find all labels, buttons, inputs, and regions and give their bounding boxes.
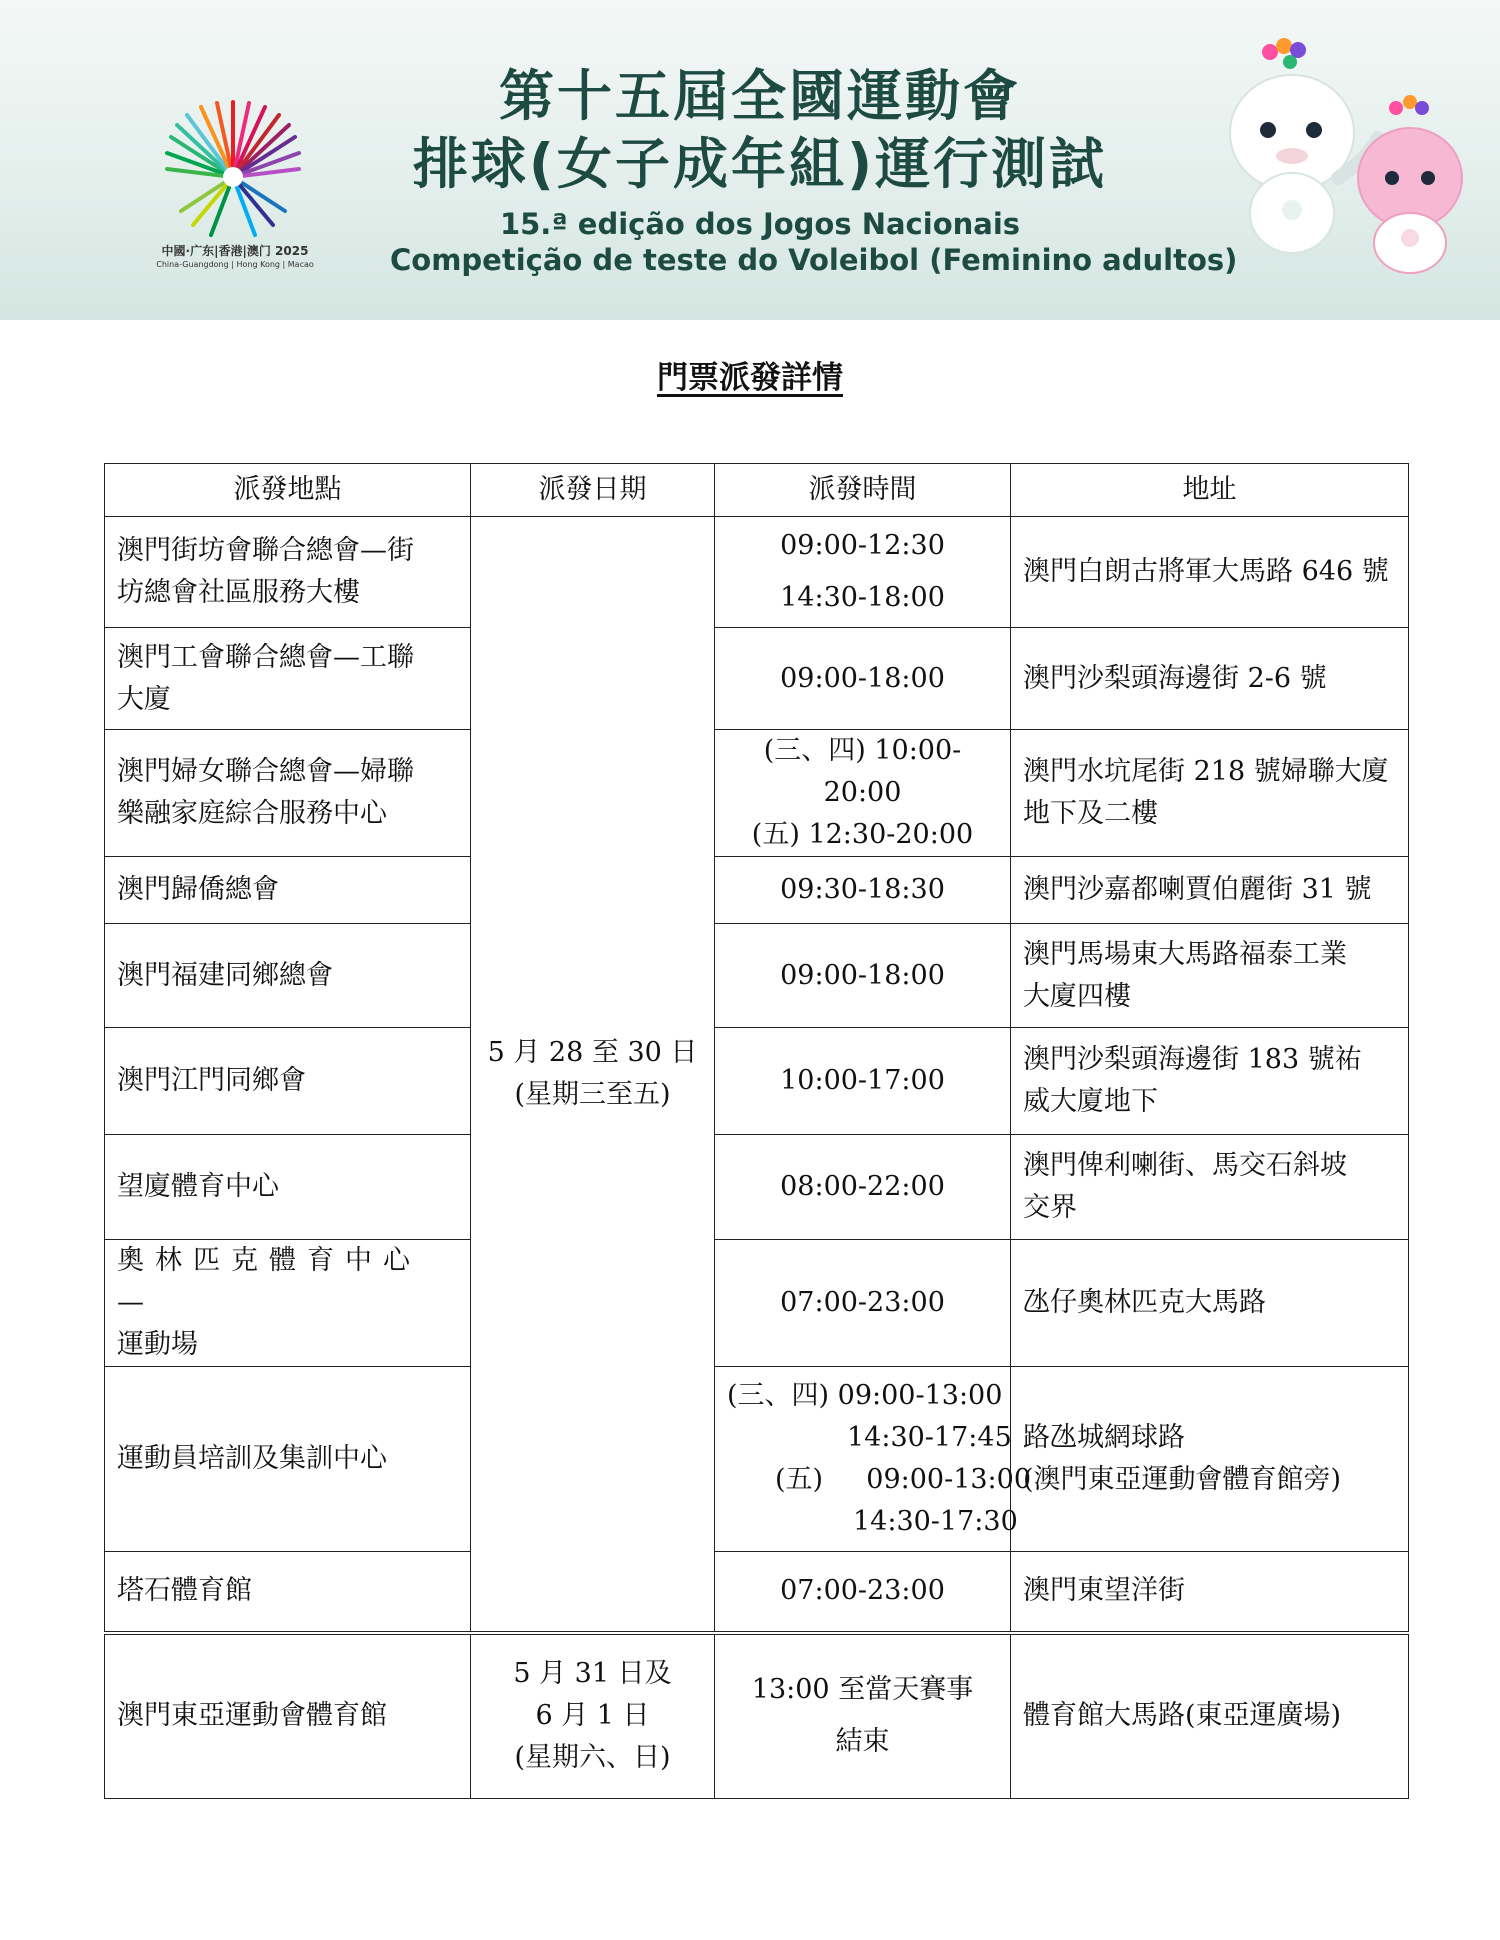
venue-cell <box>105 1240 471 1367</box>
header-time: 派發時間 <box>715 464 1011 517</box>
venue-text: 運動場 <box>117 1329 198 1360</box>
address-text: 交界 <box>1023 1192 1077 1223</box>
event-banner <box>0 0 1500 320</box>
table-row <box>105 924 1409 1028</box>
address-cell <box>1011 1240 1409 1367</box>
header-address: 地址 <box>1011 464 1409 517</box>
page-title: 門票派發詳情 <box>657 360 843 396</box>
banner-title <box>390 62 1238 278</box>
venue-text: 奧林匹克體育中心— <box>117 1245 421 1318</box>
table-row <box>105 517 1409 628</box>
time-text: (三、四) 10:00-20:00 <box>763 735 962 808</box>
venue-text: 塔石體育館 <box>117 1575 252 1607</box>
time-cell <box>715 1135 1011 1240</box>
venue-text: 澳門福建同鄉總會 <box>117 959 333 991</box>
date-text: 6 月 1 日 <box>535 1700 650 1732</box>
time-cell <box>715 730 1011 857</box>
address-text: 路氹城網球路 <box>1023 1422 1185 1453</box>
venue-text: 大廈 <box>117 683 171 715</box>
table-header-row <box>105 464 1409 517</box>
address-text: 澳門沙嘉都喇賈伯麗街 31 號 <box>1023 874 1372 905</box>
address-text: 大廈四樓 <box>1023 980 1131 1012</box>
logo-caption-line2: China-Guangdong | Hong Kong | Macao <box>156 260 314 269</box>
time-row <box>727 1459 1032 1501</box>
venue-cell <box>105 1552 471 1633</box>
games-logo-icon <box>148 82 318 252</box>
time-cell <box>715 1367 1032 1552</box>
time-text: 14:30-18:00 <box>780 582 945 613</box>
date-cell <box>471 517 715 1633</box>
table-row <box>105 1240 1409 1367</box>
venue-text: 澳門東亞運動會體育館 <box>117 1700 387 1732</box>
address-text: 澳門俾利喇街、馬交石斜坡 <box>1023 1150 1347 1181</box>
table-row <box>105 1028 1409 1135</box>
venue-text: 望廈體育中心 <box>117 1171 279 1202</box>
venue-text: 澳門街坊會聯合總會—街 <box>117 535 414 566</box>
address-cell <box>1011 628 1409 730</box>
header-date: 派發日期 <box>471 464 715 517</box>
address-text: 澳門馬場東大馬路福泰工業 <box>1023 938 1347 970</box>
time-text: 07:00-23:00 <box>780 1287 945 1318</box>
address-text: 澳門東望洋街 <box>1023 1575 1185 1607</box>
table-row <box>105 730 1409 857</box>
address-cell <box>1011 1135 1409 1240</box>
table-row <box>105 857 1409 924</box>
address-cell <box>1011 1552 1409 1633</box>
time-text: (五) 12:30-20:00 <box>751 819 974 850</box>
time-cell <box>715 1552 1011 1633</box>
venue-text: 澳門江門同鄉會 <box>117 1065 306 1096</box>
time-text: 10:00-17:00 <box>780 1065 945 1096</box>
address-text: (澳門東亞運動會體育館旁) <box>1023 1464 1342 1495</box>
address-text: 氹仔奧林匹克大馬路 <box>1023 1287 1266 1318</box>
time-text: 09:00-13:00 <box>866 1464 1032 1495</box>
time-cell <box>715 1240 1011 1367</box>
table-row <box>105 1135 1409 1240</box>
time-text: 14:30-17:45 <box>847 1422 1012 1453</box>
mascots-icon <box>1210 38 1480 278</box>
address-text: 威大廈地下 <box>1023 1086 1158 1117</box>
table-row <box>105 1367 1409 1552</box>
venue-text: 樂融家庭綜合服務中心 <box>117 798 387 829</box>
logo-caption-line1: 中國·广东|香港|澳门 2025 <box>161 244 309 258</box>
venue-text: 澳門婦女聯合總會—婦聯 <box>117 756 414 787</box>
time-text: 13:00 至當天賽事 <box>751 1674 974 1706</box>
venue-text: 澳門歸僑總會 <box>117 874 279 905</box>
time-text: 09:00-18:00 <box>780 662 945 694</box>
address-text: 澳門水坑尾街 218 號婦聯大廈 <box>1023 756 1389 787</box>
address-cell <box>1011 857 1409 924</box>
venue-cell <box>105 1367 471 1552</box>
time-text: 08:00-22:00 <box>780 1171 945 1202</box>
banner-title-line2: 排球(女子成年組)運行測試 <box>412 132 1108 196</box>
venue-cell <box>105 1633 471 1799</box>
table-row <box>105 1633 1409 1799</box>
venue-cell <box>105 517 471 628</box>
time-text: 結束 <box>835 1726 890 1758</box>
venue-text: 坊總會社區服務大樓 <box>117 577 360 608</box>
address-text: 澳門沙梨頭海邊街 2-6 號 <box>1023 662 1327 694</box>
venue-cell <box>105 628 471 730</box>
date-text: (星期三至五) <box>514 1078 671 1110</box>
address-text: 地下及二樓 <box>1023 798 1158 829</box>
time-text: 14:30-17:30 <box>853 1506 1018 1537</box>
address-cell <box>1011 517 1409 628</box>
distribution-table <box>104 463 1409 1799</box>
banner-title-line1: 第十五屆全國運動會 <box>498 64 1021 128</box>
time-text: (五) <box>775 1464 824 1495</box>
address-cell <box>1011 924 1409 1028</box>
time-text: 09:30-18:30 <box>780 874 945 905</box>
address-cell <box>1011 1028 1409 1135</box>
venue-cell <box>105 1028 471 1135</box>
time-text: (三、四) 09:00-13:00 <box>727 1380 1003 1411</box>
address-text: 澳門白朗古將軍大馬路 646 號 <box>1023 556 1389 587</box>
banner-subtitle-line1: 15.ª edição dos Jogos Nacionais <box>499 207 1021 241</box>
time-text: 09:00-18:00 <box>780 959 945 991</box>
banner-subtitle-line2: Competição de teste do Voleibol (Feminino adultos) <box>390 243 1238 277</box>
table-row <box>105 1552 1409 1633</box>
time-cell <box>715 924 1011 1028</box>
logo-caption <box>140 242 330 269</box>
address-text: 體育館大馬路(東亞運廣場) <box>1023 1700 1342 1732</box>
date-text: 5 月 31 日及 <box>513 1658 672 1690</box>
time-text: 09:00-12:30 <box>780 530 945 561</box>
address-cell <box>1011 1367 1409 1552</box>
date-cell <box>471 1633 715 1799</box>
venue-cell <box>105 1135 471 1240</box>
time-cell <box>715 628 1011 730</box>
venue-cell <box>105 730 471 857</box>
venue-cell <box>105 857 471 924</box>
date-text: 5 月 28 至 30 日 <box>487 1036 698 1068</box>
venue-cell <box>105 924 471 1028</box>
table-row <box>105 628 1409 730</box>
time-text: 07:00-23:00 <box>780 1575 945 1607</box>
venue-text: 澳門工會聯合總會—工聯 <box>117 641 414 673</box>
time-cell <box>715 857 1011 924</box>
header-venue: 派發地點 <box>105 464 471 517</box>
date-text: (星期六、日) <box>514 1742 671 1774</box>
time-cell <box>715 1028 1011 1135</box>
time-cell <box>715 1633 1011 1799</box>
address-cell <box>1011 1633 1409 1799</box>
venue-text: 運動員培訓及集訓中心 <box>117 1443 387 1474</box>
time-cell <box>715 517 1011 628</box>
address-cell <box>1011 730 1409 857</box>
address-text: 澳門沙梨頭海邊街 183 號祐 <box>1023 1044 1362 1075</box>
